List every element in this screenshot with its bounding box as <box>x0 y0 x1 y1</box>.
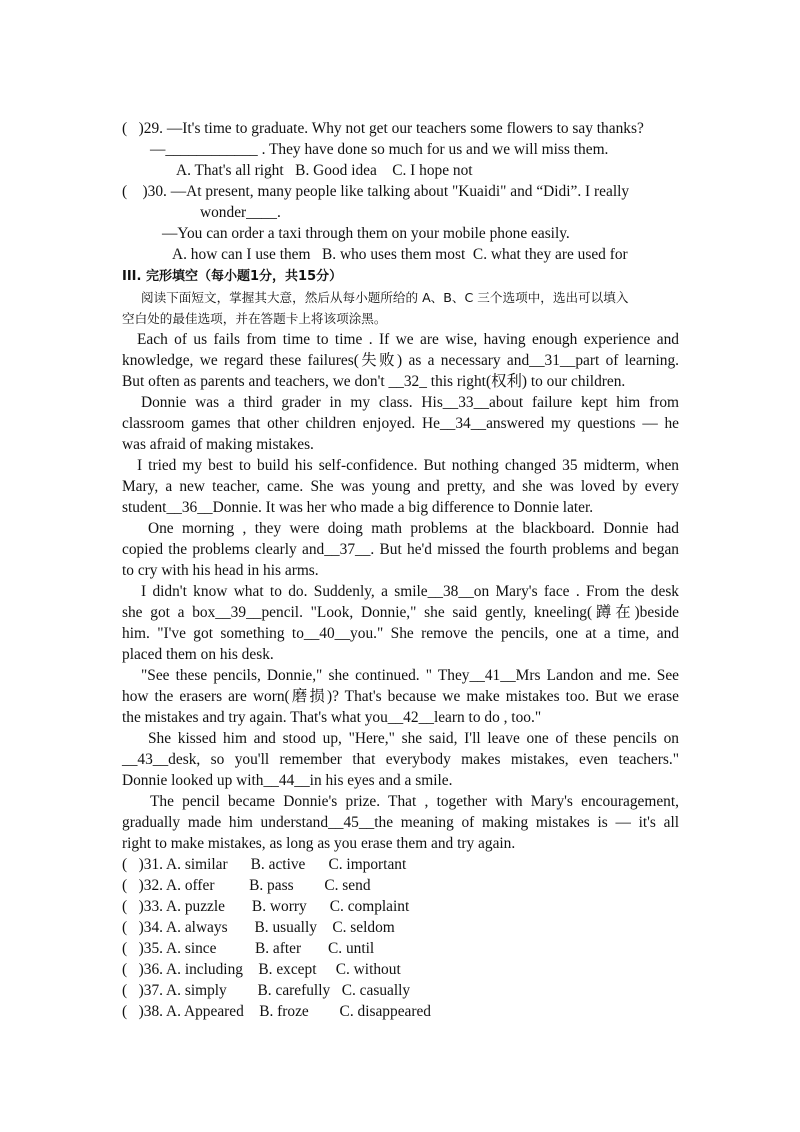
question-30-response: —You can order a taxi through them on your mobile phone easily. <box>162 225 570 242</box>
passage-line: copied the problems clearly and__37__. But he'd missed the fourth problems and began <box>122 541 679 558</box>
passage-line: I tried my best to build his self-confidence. But nothing changed 35 midterm, when <box>137 457 679 474</box>
passage-line: she got a box__39__pencil. "Look, Donnie," she said gently, kneeling(蹲在)beside <box>122 604 679 621</box>
choice-row-35: ( )35. A. since B. after C. until <box>122 940 375 957</box>
passage-line: student__36__Donnie. It was her who made a big difference to Donnie later. <box>122 499 594 516</box>
passage-line: One morning , they were doing math problems at the blackboard. Donnie had <box>148 520 679 537</box>
passage-line: was afraid of making mistakes. <box>122 436 314 453</box>
question-30-stem: ( )30. —At present, many people like talking about "Kuaidi" and “Didi”. I really <box>122 183 630 200</box>
passage-line: to cry with his head in his arms. <box>122 562 319 579</box>
choice-row-33: ( )33. A. puzzle B. worry C. complaint <box>122 898 410 915</box>
passage-line: Donnie was a third grader in my class. His__33__about failure kept him from <box>141 394 679 411</box>
section-instruction-line-1: 阅读下面短文，掌握其大意，然后从每小题所给的 A、B、C 三个选项中，选出可以填入 <box>141 290 629 305</box>
passage-line: Donnie looked up with__44__in his eyes and a smile. <box>122 772 453 789</box>
passage-line: But often as parents and teachers, we don't __32_ this right(权利) to our children. <box>122 373 626 390</box>
passage-line: I didn't know what to do. Suddenly, a smile__38__on Mary's face . From the desk <box>141 583 679 600</box>
choice-row-37: ( )37. A. simply B. carefully C. casually <box>122 982 411 999</box>
question-29-stem: ( )29. —It's time to graduate. Why not get our teachers some flowers to say thanks? <box>122 120 644 137</box>
question-29-response: —____________ . They have done so much for us and we will miss them. <box>150 141 609 158</box>
passage-line: The pencil became Donnie's prize. That , together with Mary's encouragement, <box>150 793 679 810</box>
passage-line: "See these pencils, Donnie," she continued. " They__41__Mrs Landon and me. See <box>141 667 679 684</box>
passage-line: the mistakes and try again. That's what you__42__learn to do , too." <box>122 709 542 726</box>
choice-row-36: ( )36. A. including B. except C. without <box>122 961 401 978</box>
passage-line: gradually made him understand__45__the meaning of making mistakes is — it's all <box>122 814 679 831</box>
passage-line: right to make mistakes, as long as you erase them and try again. <box>122 835 516 852</box>
question-29-options: A. That's all right B. Good idea C. I hope not <box>176 162 473 179</box>
choice-row-31: ( )31. A. similar B. active C. important <box>122 856 407 873</box>
passage-line: She kissed him and stood up, "Here," she said, I'll leave one of these pencils on <box>148 730 679 747</box>
passage-line: knowledge, we regard these failures(失败) as a necessary and__31__part of learning. <box>122 352 679 369</box>
passage-line: how the erasers are worn(磨损)? That's because we make mistakes too. But we erase <box>122 688 679 705</box>
choice-row-34: ( )34. A. always B. usually C. seldom <box>122 919 395 936</box>
passage-line: placed them on his desk. <box>122 646 274 663</box>
passage-line: __43__desk, so you'll remember that everybody makes mistakes, even teachers." <box>122 751 679 768</box>
passage-line: him. "I've got something to__40__you." She remove the pencils, one at a time, and <box>122 625 679 642</box>
passage-line: classroom games that other children enjoyed. He__34__answered my questions — he <box>122 415 679 432</box>
choice-row-32: ( )32. A. offer B. pass C. send <box>122 877 371 894</box>
choice-row-38: ( )38. A. Appeared B. froze C. disappeared <box>122 1003 432 1020</box>
question-30-options: A. how can I use them B. who uses them most C. what they are used for <box>172 246 628 263</box>
passage-line: Mary, a new teacher, came. She was young and pretty, and she was loved by every <box>122 478 679 495</box>
passage-line: Each of us fails from time to time . If we are wise, having enough experience and <box>137 331 679 348</box>
section-title: III. 完形填空（每小题1分，共15分） <box>122 269 343 284</box>
section-instruction-line-2: 空白处的最佳选项，并在答题卡上将该项涂黑。 <box>122 311 387 326</box>
question-30-stem-cont: wonder____. <box>200 204 281 221</box>
